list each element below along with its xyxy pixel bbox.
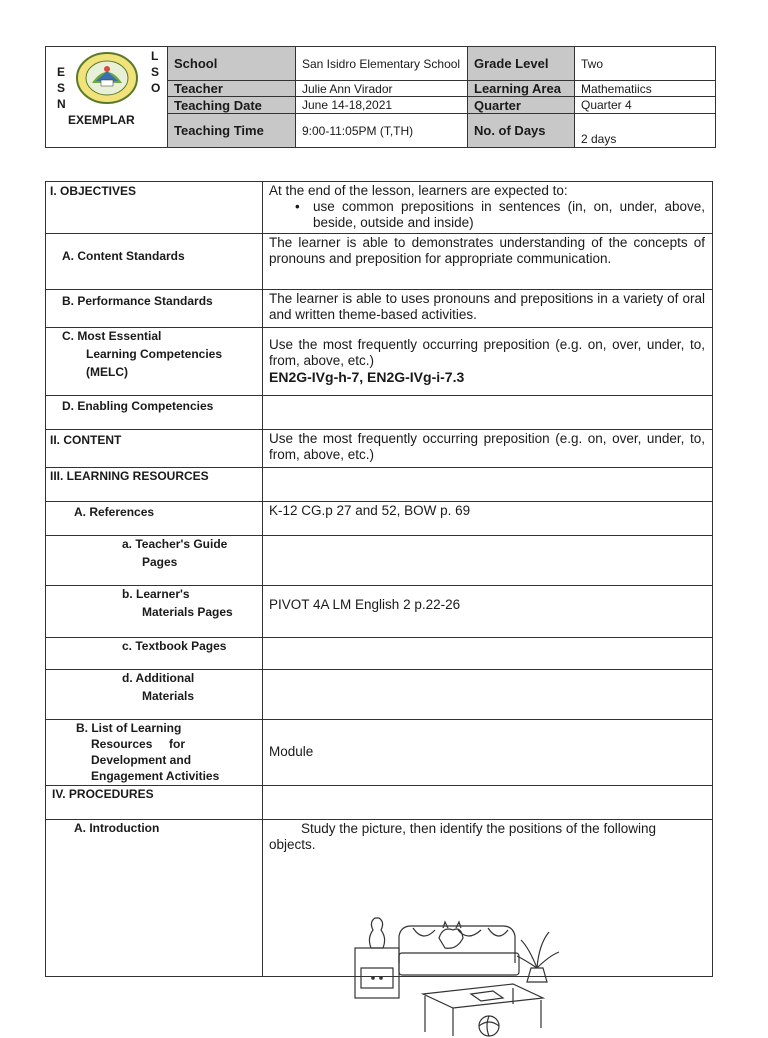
letter-e: E [57, 65, 66, 79]
introduction-label: A. Introduction [74, 821, 160, 835]
learners-materials-label-1: b. Learner's [122, 587, 190, 601]
introduction-text: Study the picture, then identify the positions of the following objects. [269, 821, 656, 852]
learning-resources-label: III. LEARNING RESOURCES [50, 469, 209, 483]
letter-s: S [57, 81, 66, 95]
header-row-date [168, 97, 716, 114]
school-value: San Isidro Elementary School [296, 47, 468, 81]
row-procedures [46, 786, 712, 820]
content-standards-label: A. Content Standards [62, 249, 185, 263]
row-content [46, 430, 712, 468]
row-content-standards [46, 234, 712, 290]
content-text: Use the most frequently occurring preposition (e.g. on, over, under, to, from, above, etc.) [269, 431, 705, 462]
row-learners-materials [46, 586, 712, 638]
grade-level-label: Grade Level [468, 47, 575, 81]
row-list-resources [46, 720, 712, 786]
teaching-date-label: Teaching Date [168, 97, 296, 114]
objectives-label: I. OBJECTIVES [50, 184, 137, 198]
quarter-label: Quarter [468, 97, 575, 114]
melc-code: EN2G-IVg-h-7, EN2G-IVg-i-7.3 [269, 369, 465, 385]
performance-standards-text: The learner is able to uses pronouns and prepositions in a variety of oral and written theme-based activities. [269, 291, 705, 322]
teaching-time-label: Teaching Time [168, 114, 296, 147]
lesson-plan-table [45, 181, 713, 977]
objectives-intro: At the end of the lesson, learners are expected to: [269, 183, 568, 198]
header-table [45, 46, 716, 148]
additional-label-1: d. Additional [122, 671, 195, 685]
list-resources-label-2: Resources for [91, 737, 186, 751]
row-learning-resources [46, 468, 712, 502]
list-resources-label-3: Development and [91, 753, 192, 767]
letter-n: N [57, 97, 66, 111]
teachers-guide-text [263, 536, 712, 585]
enabling-label: D. Enabling Competencies [62, 399, 214, 413]
melc-label-2: Learning Competencies [86, 347, 223, 361]
content-standards-text: The learner is able to demonstrates understanding of the concepts of pronouns and preposition for appropriate communication. [269, 235, 705, 266]
exemplar-label: EXEMPLAR [68, 113, 135, 127]
row-objectives [46, 182, 712, 234]
teacher-value: Julie Ann Virador [296, 81, 468, 97]
performance-standards-label: B. Performance Standards [62, 294, 213, 308]
textbook-text [263, 638, 712, 669]
list-resources-text: Module [269, 744, 314, 759]
objectives-bullet: • use common prepositions in sentences (in, on, under, above, beside, outside and inside) [269, 199, 705, 231]
logo-cell [46, 47, 168, 147]
additional-label-2: Materials [142, 689, 195, 703]
references-label: A. References [74, 505, 155, 519]
row-textbook [46, 638, 712, 670]
melc-label-1: C. Most Essential [62, 329, 162, 343]
days-value: 2 days [581, 132, 617, 146]
grade-level-value: Two [575, 47, 716, 81]
additional-text [263, 670, 712, 719]
textbook-label: c. Textbook Pages [122, 639, 227, 653]
teacher-label: Teacher [168, 81, 296, 97]
living-room-illustration [353, 908, 563, 1038]
row-teachers-guide [46, 536, 712, 586]
letter-s2: S [151, 65, 160, 79]
learners-materials-text: PIVOT 4A LM English 2 p.22-26 [269, 597, 461, 612]
row-additional-materials [46, 670, 712, 720]
content-label: II. CONTENT [50, 433, 122, 447]
row-performance-standards [46, 290, 712, 328]
row-enabling [46, 396, 712, 430]
row-references [46, 502, 712, 536]
row-introduction [46, 820, 712, 976]
days-label: No. of Days [468, 114, 575, 147]
melc-text: Use the most frequently occurring preposition (e.g. on, over, under, to, from, above, etc.) [269, 337, 705, 368]
letter-o: O [151, 81, 161, 95]
procedures-label: IV. PROCEDURES [52, 787, 154, 801]
header-row-teacher [168, 81, 716, 97]
letter-l: L [151, 49, 159, 63]
list-resources-label-1: B. List of Learning [76, 721, 182, 735]
quarter-value: Quarter 4 [575, 97, 716, 114]
teaching-time-value: 9:00-11:05PM (T,TH) [296, 114, 468, 147]
teachers-guide-label-2: Pages [142, 555, 178, 569]
teachers-guide-label-1: a. Teacher's Guide [122, 537, 228, 551]
list-resources-label-4: Engagement Activities [91, 769, 220, 783]
learners-materials-label-2: Materials Pages [142, 605, 233, 619]
learning-area-label: Learning Area [468, 81, 575, 97]
school-label: School [168, 47, 296, 81]
learning-area-value: Mathematiics [575, 81, 716, 97]
enabling-text [263, 396, 712, 429]
teaching-date-value: June 14-18,2021 [296, 97, 468, 114]
school-seal-logo [74, 51, 140, 105]
references-text: K-12 CG.p 27 and 52, BOW p. 69 [269, 503, 471, 518]
header-row-school [168, 47, 716, 81]
melc-label-3: (MELC) [86, 365, 128, 379]
row-melc [46, 328, 712, 396]
header-row-time [168, 114, 716, 147]
